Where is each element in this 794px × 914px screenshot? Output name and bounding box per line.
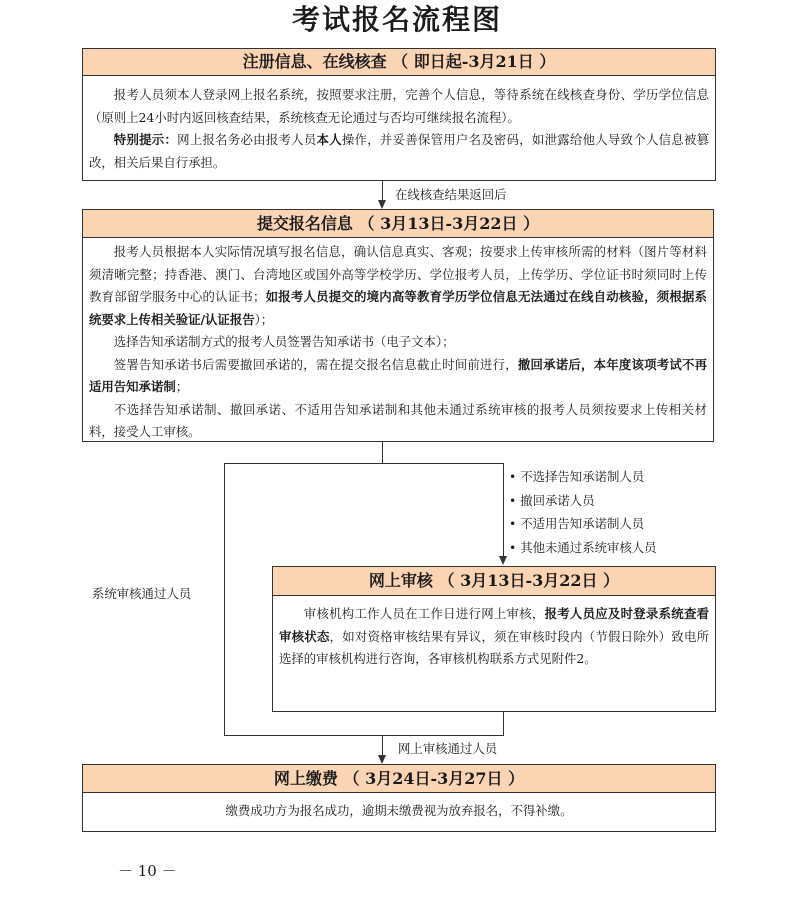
arrow-label-1: 在线核查结果返回后 [395, 187, 507, 202]
step-submit-paragraph-1 [89, 241, 707, 331]
branch-right-vertical [503, 463, 504, 557]
step-register-paragraph: 报考人员须本人登录网上报名系统，按照要求注册，完善个人信息，等待系统在线核查身份、学历学位信息（原则上24小时内返回核查结果，系统核查无论通过与否均可继续报名流程）。 [89, 87, 709, 125]
connector-line-1 [382, 181, 383, 201]
branch-item: • 其他未通过系统审核人员 [509, 536, 657, 560]
step-payment-body [83, 793, 715, 823]
review-emphasis: 报考人员应及时登录系统查看审核状态 [279, 606, 710, 644]
notice-text-end: 操作，并妥善保管用户名及密码，如泄露给他人导致个人信息被篡改，相关后果自行承担。 [89, 132, 710, 170]
step-submit-body [83, 238, 713, 444]
connector-line-2 [382, 442, 383, 464]
review-text-end: ，如对资格审核结果有异议，须在审核时段内（节假日除外）致电所选择的审核机构进行咨询，各审核机构联系方式见附件2。 [279, 628, 710, 666]
arrow-head-2 [499, 556, 507, 565]
submit-emphasis: 如报考人员提交的境内高等教育学历学位信息无法通过在线自动核验，须根据系统要求上传相关验证/认证报告 [89, 289, 708, 327]
step-register-box [82, 48, 716, 181]
notice-emphasis: 本人 [316, 132, 342, 147]
step-register-body [83, 76, 715, 174]
withdraw-text-end: ； [175, 379, 189, 394]
step-payment-box [82, 764, 716, 832]
page-title: 考试报名流程图 [291, 3, 502, 36]
submit-text-end: ）； [254, 311, 274, 327]
branch-horizontal [224, 463, 504, 464]
step-review-body [273, 596, 715, 671]
step-register-title: 注册信息、在线核查 （ 即日起-3月21日 ） [83, 49, 715, 76]
step-submit-paragraph-3 [89, 354, 707, 399]
step-submit-box [82, 209, 714, 442]
review-text: 审核机构工作人员在工作日进行网上审核， [303, 606, 545, 621]
step-submit-paragraph-4: 不选择告知承诺制、撤回承诺、不适用告知承诺制和其他未通过系统审核的报考人员须按要求上传相关材料，接受人工审核。 [89, 401, 707, 439]
branch-item: • 撤回承诺人员 [509, 489, 657, 513]
notice-text: 网上报名务必由报考人员 [177, 132, 317, 147]
step-register-notice [89, 129, 709, 174]
merge-horizontal [224, 735, 504, 736]
arrow-head-1 [378, 200, 386, 209]
side-label: 系统审核通过人员 [92, 586, 192, 601]
branch-left-vertical [224, 463, 225, 736]
merge-right-vertical [503, 712, 504, 736]
step-payment-title: 网上缴费 （ 3月24日-3月27日 ） [83, 765, 715, 793]
step-payment-paragraph: 缴费成功方为报名成功，逾期未缴费视为放弃报名，不得补缴。 [225, 803, 573, 818]
step-review-paragraph [279, 603, 709, 671]
step-submit-paragraph-2: 选择告知承诺制方式的报考人员签署告知承诺书（电子文本）； [113, 334, 455, 349]
step-review-title: 网上审核 （ 3月13日-3月22日 ） [273, 567, 715, 596]
page-number: － 10 － [118, 862, 177, 880]
branch-item: • 不适用告知承诺制人员 [509, 512, 657, 536]
notice-label: 特别提示： [113, 132, 178, 147]
withdraw-text: 签署告知承诺书后需要撤回承诺的，需在提交报名信息截止时间前进行， [113, 356, 518, 372]
connector-line-3 [382, 735, 383, 755]
step-submit-title: 提交报名信息 （ 3月13日-3月22日 ） [83, 210, 713, 238]
branch-list [509, 465, 657, 559]
branch-item: • 不选择告知承诺制人员 [509, 465, 657, 489]
arrow-label-3: 网上审核通过人员 [398, 741, 498, 756]
step-review-box [272, 566, 716, 712]
submit-text: 报考人员根据本人实际情况填写报名信息，确认信息真实、客观；按要求上传审核所需的材料（图片等材料须清晰完整；持香港、澳门、台湾地区或国外高等学校学历、学位报考人员，上传学历、学位证书时须同时上传教育部留学服务中心的认证书； [89, 244, 707, 304]
withdraw-emphasis: 撤回承诺后，本年度该项考试不再适用告知承诺制 [89, 356, 708, 394]
arrow-head-3 [378, 755, 386, 764]
